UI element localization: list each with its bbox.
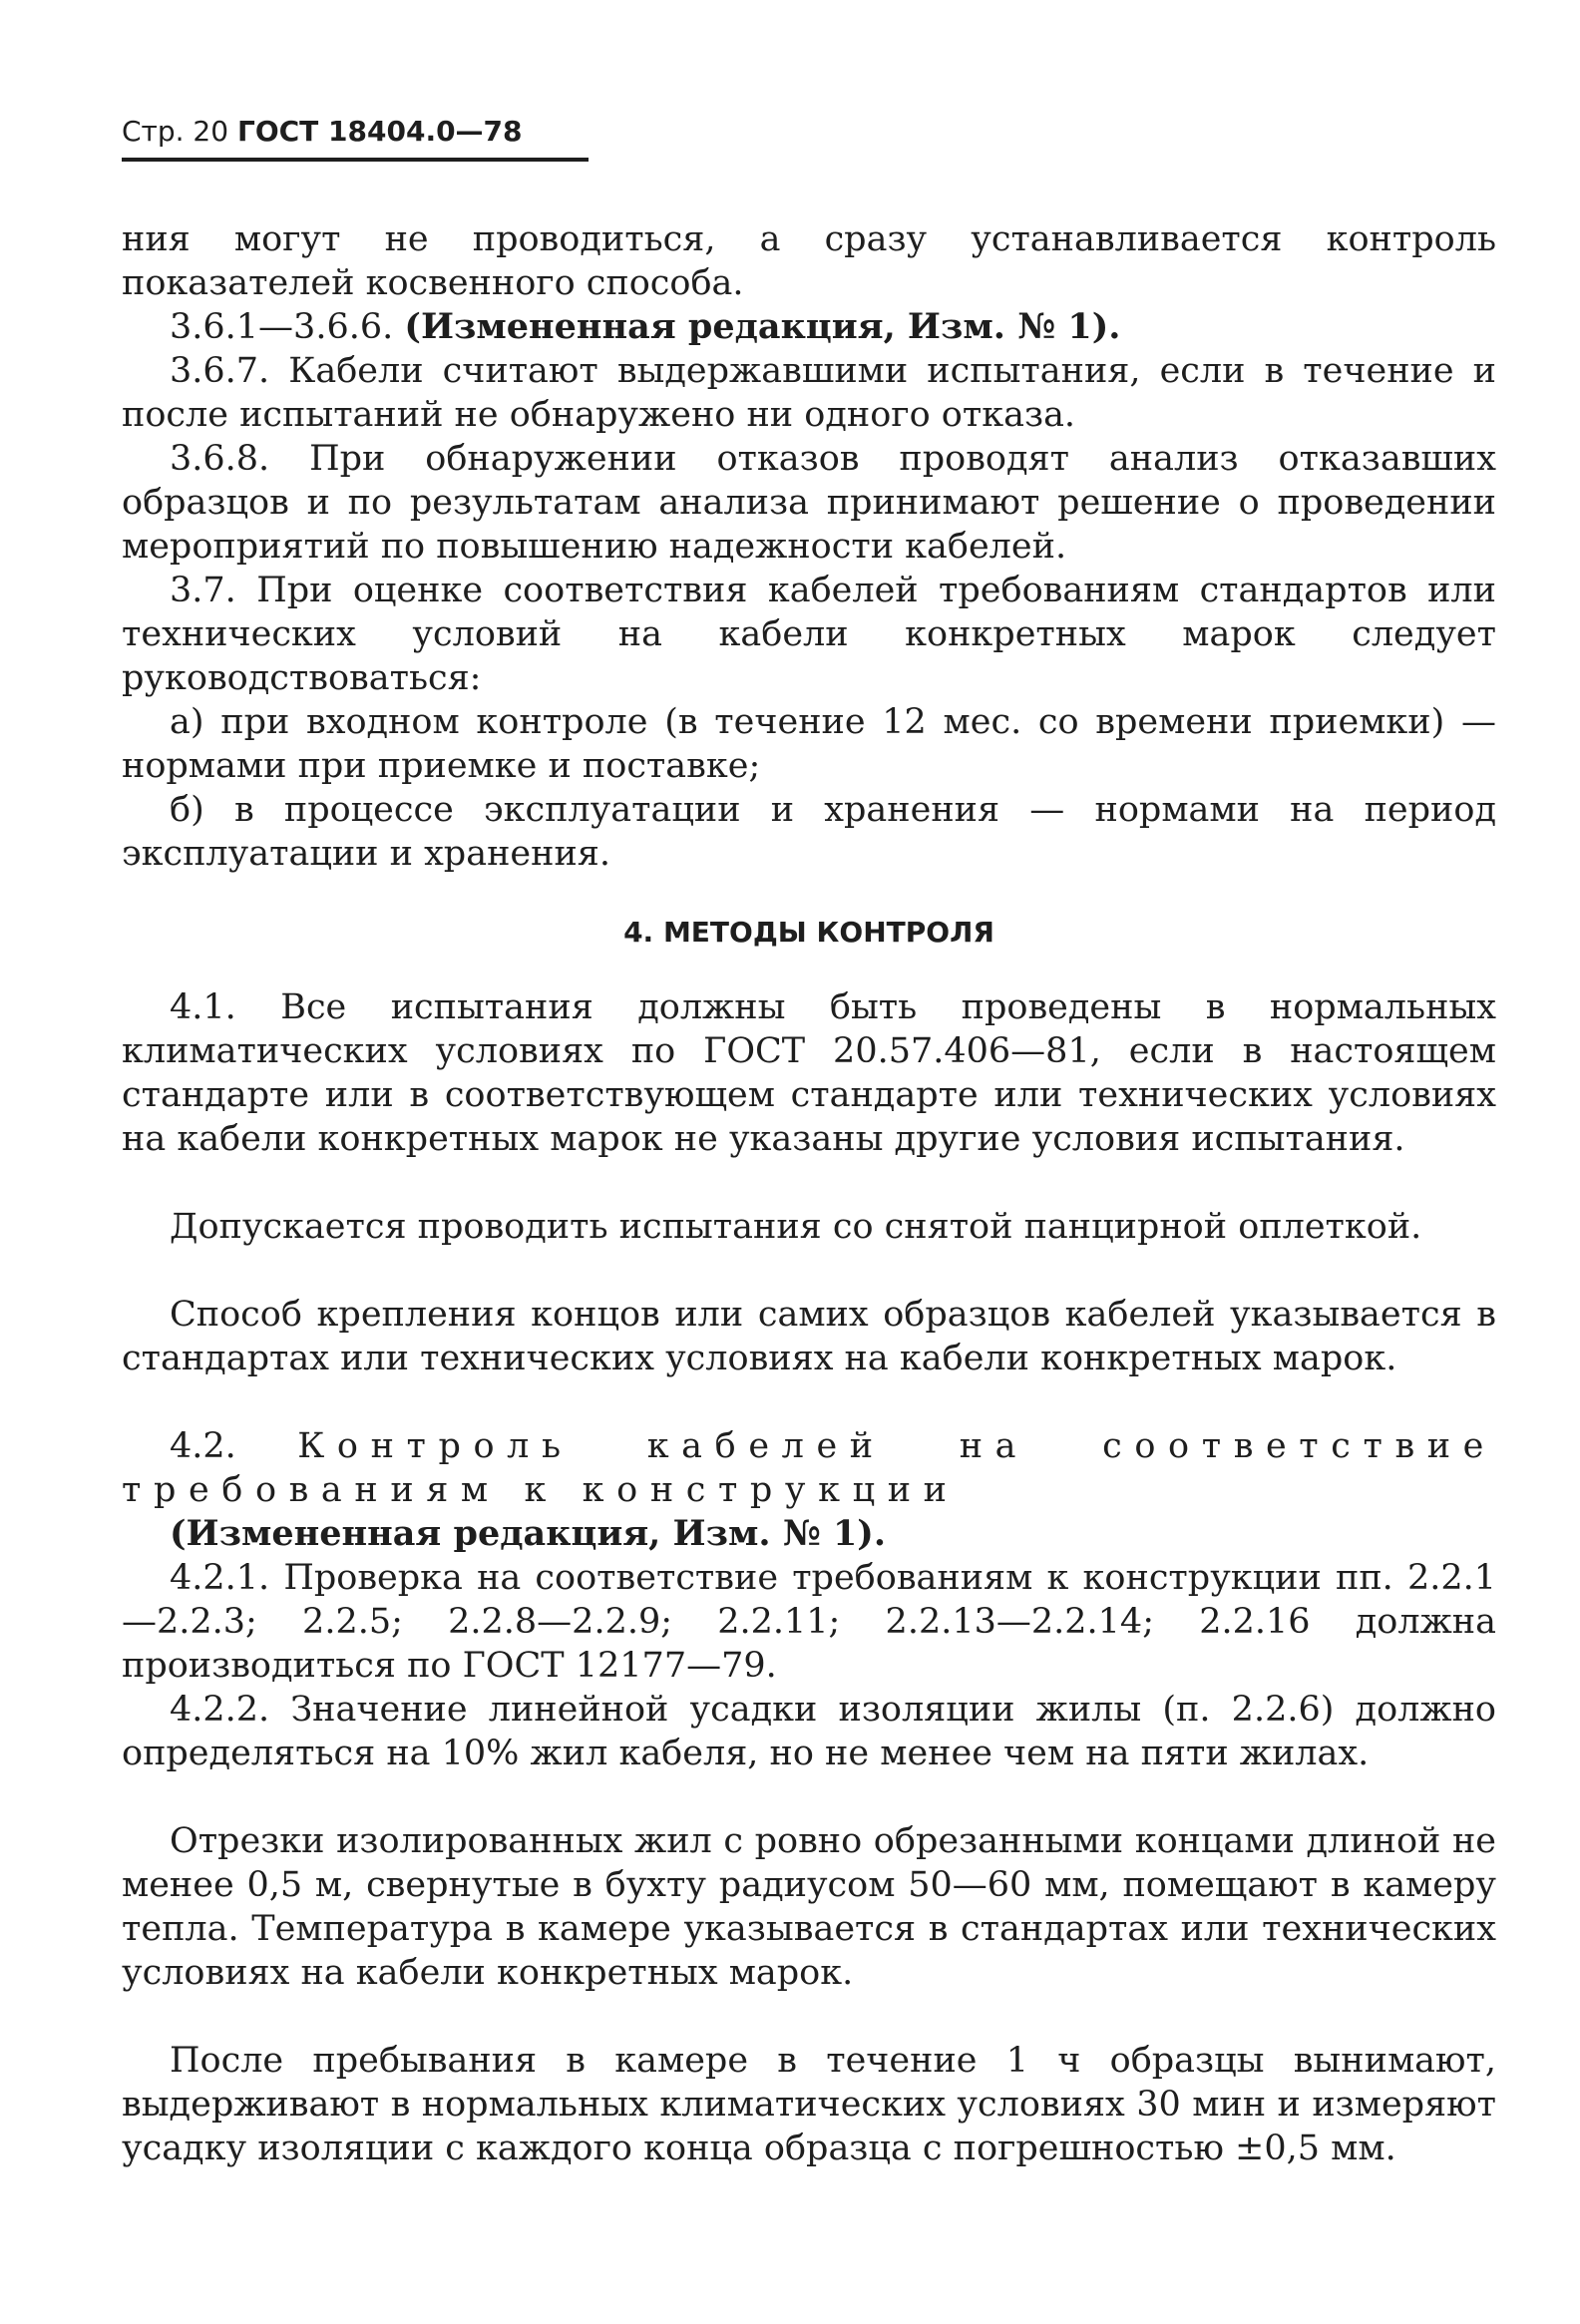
- amendment-note-4-2: (Измененная редакция, Изм. № 1).: [170, 1513, 887, 1554]
- clause-number: 3.6.1—3.6.6.: [170, 307, 394, 347]
- paragraph-continuation: ния могут не проводиться, а сразу устанавливается контроль показателей косвенного способа.: [122, 219, 1496, 303]
- header-rule: [122, 158, 589, 162]
- paragraph-item-b: б) в процессе эксплуатации и хранения — нормами на период эксплуатации и хранения.: [122, 790, 1496, 874]
- page-number: Стр. 20: [122, 115, 229, 148]
- paragraph-shield-removal: Допускается проводить испытания со снятой панцирной оплеткой.: [170, 1207, 1422, 1247]
- clause-number: 4.2.: [170, 1426, 236, 1466]
- clause-title: Контроль кабелей на соответствие требованиям к конструкции: [122, 1426, 1496, 1510]
- paragraph-3-7: 3.7. При оценке соответствия кабелей требованиям стандартов или технических условий на кабели конкретных марок следует руководствоваться:: [122, 571, 1496, 698]
- paragraph-3-6-8: 3.6.8. При обнаружении отказов проводят анализ отказавших образцов и по результатам анализа принимают решение о проведении мероприятий по повышению надежности кабелей.: [122, 439, 1496, 567]
- paragraph-measurement: После пребывания в камере в течение 1 ч образцы вынимают, выдерживают в нормальных климатических условиях 30 мин и измеряют усадку изоляции с каждого конца образца с погрешностью ±0,5 мм.: [122, 2041, 1496, 2168]
- paragraph-samples: Отрезки изолированных жил с ровно обрезанными концами длиной не менее 0,5 м, свернутые в бухту радиусом 50—60 мм, помещают в камеру тепла. Температура в камере указывается в стандартах или технических условиях на кабели конкретных марок.: [122, 1821, 1496, 1993]
- paragraph-item-a: а) при входном контроле (в течение 12 мес. со времени приемки) — нормами при приемке и поставке;: [122, 702, 1496, 786]
- page-header: [122, 112, 589, 152]
- amendment-note: (Измененная редакция, Изм. № 1).: [404, 306, 1121, 347]
- paragraph-3-6-7: 3.6.7. Кабели считают выдержавшими испытания, если в течение и после испытаний не обнаружено ни одного отказа.: [122, 351, 1496, 435]
- paragraph-4-2-1: 4.2.1. Проверка на соответствие требованиям к конструкции пп. 2.2.1—2.2.3; 2.2.5; 2.2.8—2.2.9; 2.2.11; 2.2.13—2.2.14; 2.2.16 должна производиться по ГОСТ 12177—79.: [122, 1558, 1496, 1686]
- paragraph-4-2: [122, 1424, 1496, 1512]
- standard-designation: ГОСТ 18404.0—78: [236, 115, 523, 148]
- section-heading: 4. МЕТОДЫ КОНТРОЛЯ: [623, 916, 994, 949]
- paragraph-amendment-3-6: [122, 305, 1496, 349]
- paragraph-4-2-2: 4.2.2. Значение линейной усадки изоляции жилы (п. 2.2.6) должно определяться на 10% жил кабеля, но не менее чем на пяти жилах.: [122, 1690, 1496, 1773]
- paragraph-4-1: 4.1. Все испытания должны быть проведены в нормальных климатических условиях по ГОСТ 20.57.406—81, если в настоящем стандарте или в соответствующем стандарте или технических условиях на кабели конкретных марок не указаны другие условия испытания.: [122, 987, 1496, 1159]
- paragraph-fastening: Способ крепления концов или самих образцов кабелей указывается в стандартах или технических условиях на кабели конкретных марок.: [122, 1295, 1496, 1378]
